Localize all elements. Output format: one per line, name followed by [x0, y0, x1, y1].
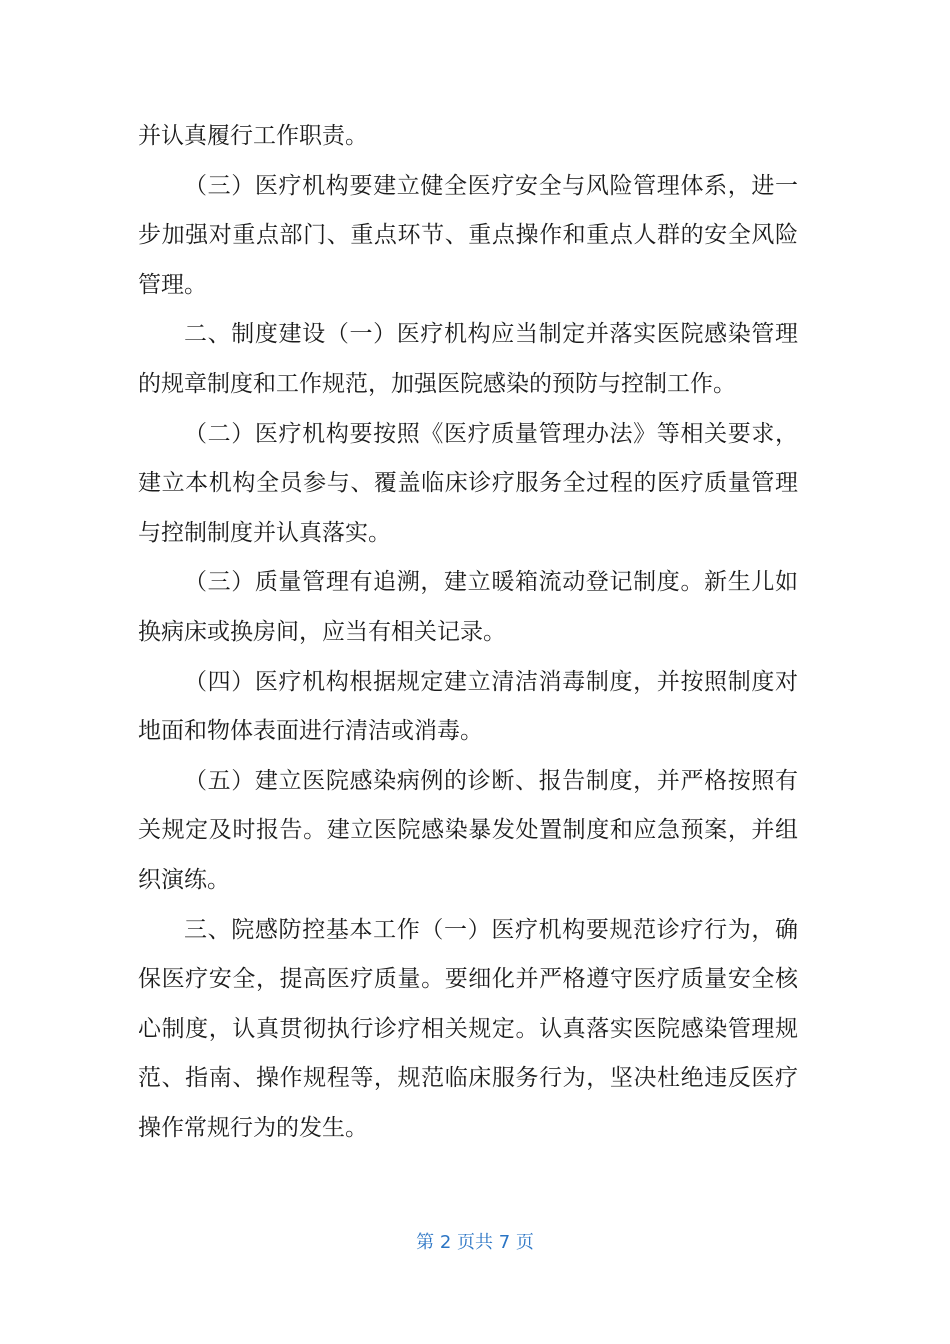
- text-line: 换病床或换房间，应当有相关记录。: [138, 618, 506, 645]
- text-line: 心制度，认真贯彻执行诊疗相关规定。认真落实医院感染管理规: [138, 1015, 798, 1042]
- text-line: 与控制制度并认真落实。: [138, 519, 391, 546]
- text-line: 建立本机构全员参与、覆盖临床诊疗服务全过程的医疗质量管理: [138, 470, 798, 497]
- text-line: 二、制度建设（一）医疗机构应当制定并落实医院感染管理: [184, 321, 798, 348]
- text-line: 三、院感防控基本工作（一）医疗机构要规范诊疗行为，确: [184, 916, 798, 943]
- text-line: 并认真履行工作职责。: [138, 123, 368, 149]
- text-line: 关规定及时报告。建立医院感染暴发处置制度和应急预案，并组: [138, 817, 798, 844]
- text-line: 的规章制度和工作规范，加强医院感染的预防与控制工作。: [138, 370, 736, 397]
- text-line: （三）质量管理有追溯，建立暖箱流动登记制度。新生儿如: [184, 569, 798, 596]
- text-line: （五）建立医院感染病例的诊断、报告制度，并严格按照有: [184, 767, 798, 794]
- text-line: 保医疗安全，提高医疗质量。要细化并严格遵守医疗质量安全核: [138, 966, 798, 993]
- page-footer: [0, 1228, 950, 1254]
- text-line: 步加强对重点部门、重点环节、重点操作和重点人群的安全风险: [138, 222, 798, 249]
- text-line: （三）医疗机构要建立健全医疗安全与风险管理体系，进一: [184, 172, 798, 199]
- text-line: （二）医疗机构要按照《医疗质量管理办法》等相关要求，: [184, 420, 798, 447]
- text-line: 管理。: [138, 271, 207, 298]
- text-line: （四）医疗机构根据规定建立清洁消毒制度，并按照制度对: [184, 668, 798, 695]
- text-line: 操作常规行为的发生。: [138, 1114, 368, 1141]
- document-body: [138, 112, 798, 1153]
- text-line: 地面和物体表面进行清洁或消毒。: [138, 718, 483, 745]
- page-number-label: 第 2 页共 7 页: [416, 1232, 534, 1253]
- text-line: 范、指南、操作规程等，规范临床服务行为，坚决杜绝违反医疗: [138, 1065, 798, 1092]
- text-line: 织演练。: [138, 866, 230, 893]
